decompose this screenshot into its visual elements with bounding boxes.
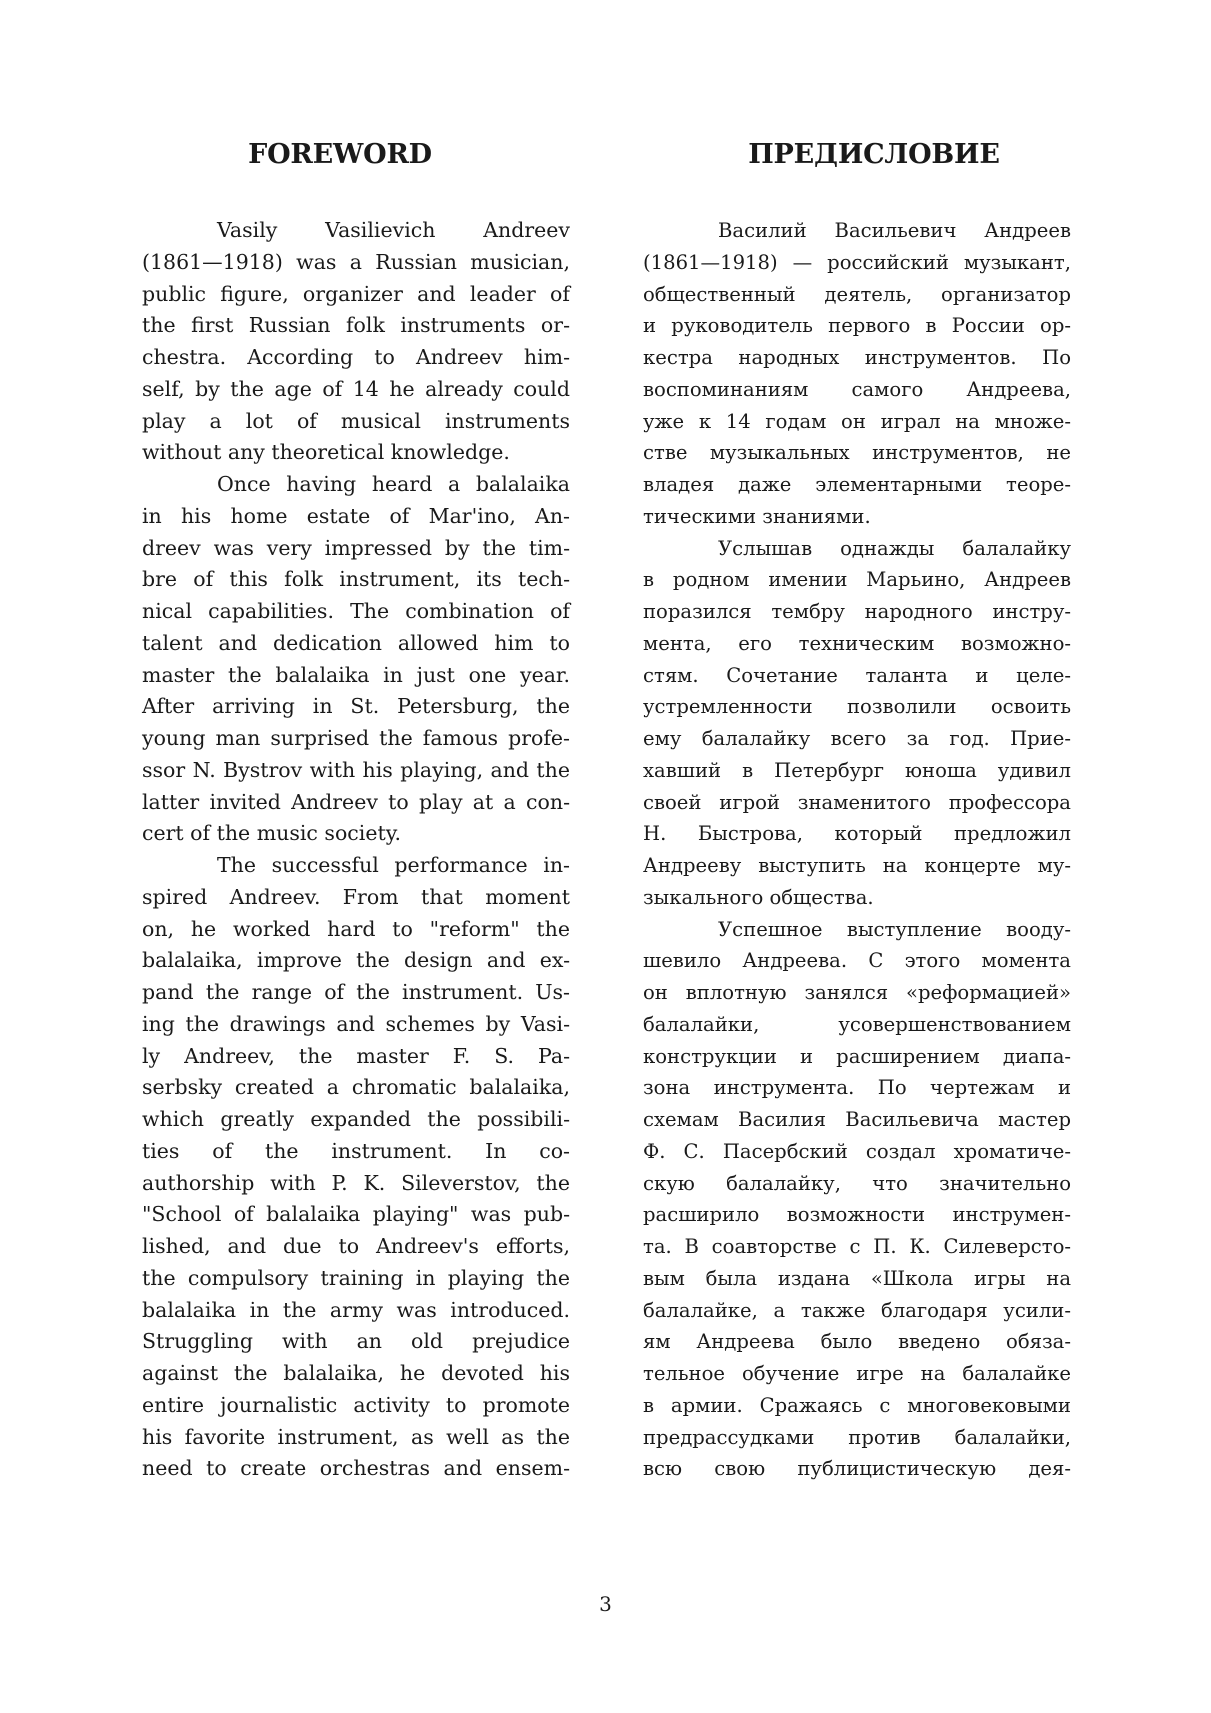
text-line: The successful performance in- [217,853,570,877]
text-line: владея даже элементарными теоре- [643,473,1071,496]
text-line: dreev was very impressed by the tim- [142,535,570,560]
text-line: стве музыкальных инструментов, не [643,441,1071,465]
text-line: without any theoretical knowledge. [142,440,510,465]
text-line: bre of this folk instrument, its tech- [142,567,570,592]
text-line: та. В соавторстве с П. К. Силеверсто- [643,1235,1071,1258]
text-line: latter invited Andreev to play at a con- [142,789,570,814]
text-line: уже к 14 годам он играл на множе- [643,409,1071,433]
text-line: nical capabilities. The combination of [142,599,570,623]
text-line: talent and dedication allowed him to [142,630,570,655]
text-line: chestra. According to Andreev him- [142,345,570,369]
text-line: он вплотную занялся «реформацией» [643,981,1071,1004]
text-line: need to create orchestras and ensem- [142,1456,570,1481]
text-line: ties of the instrument. In co- [142,1138,570,1163]
text-line: lished, and due to Andreev's efforts, [142,1234,570,1258]
text-line: balalaika, improve the design and ex- [142,948,570,973]
text-line: Vasily Vasilievich Andreev [217,218,570,242]
text-line: стям. Сочетание таланта и целе- [643,663,1071,687]
text-line: ям Андреева было введено обяза- [643,1330,1071,1354]
text-line: тельное обучение игре на балалайке [643,1362,1071,1385]
text-line: балалайки, усовершенствованием [643,1012,1071,1036]
text-line: схемам Василия Васильевича мастер [643,1108,1071,1131]
text-line: serbsky created a chromatic balalaika, [142,1075,570,1100]
text-line: воспоминаниям самого Андреева, [643,377,1071,401]
text-line: зыкального общества. [643,885,874,909]
text-line: public figure, organizer and leader of [142,281,570,306]
text-line: Андрееву выступить на концерте му- [643,854,1071,877]
text-line: расширило возможности инструмен- [643,1203,1071,1227]
text-line: зона инструмента. По чертежам и [643,1076,1071,1100]
text-line: мента, его техническим возможно- [643,631,1071,655]
text-line: (1861—1918) was a Russian musician, [142,249,570,274]
text-line: spired Andreev. From that moment [142,884,570,909]
text-line: ему балалайку всего за год. Прие- [643,727,1071,750]
text-line: the compulsory training in playing the [142,1265,570,1290]
text-line: Once having heard a balalaika [217,472,570,496]
text-line: хавший в Петербург юноша удивил [643,758,1071,782]
russian-heading: ПРЕДИСЛОВИЕ [748,139,1000,170]
text-line: against the balalaika, he devoted his [142,1361,570,1385]
text-line: pand the range of the instrument. Us- [142,980,570,1004]
text-line: authorship with P. K. Sileverstov, the [142,1170,570,1195]
text-line: After arriving in St. Petersburg, the [142,694,570,719]
text-line: ly Andreev, the master F. S. Pa- [142,1043,570,1068]
text-line: in his home estate of Mar'ino, An- [142,503,570,528]
text-line: тическими знаниями. [643,504,871,528]
text-line: конструкции и расширением диапа- [643,1044,1071,1068]
text-line: балалайке, а также благодаря усили- [643,1298,1071,1322]
text-line: self, by the age of 14 he already could [142,376,570,401]
text-line: вым была издана «Школа игры на [643,1266,1071,1290]
text-line: Успешное выступление вооду- [718,917,1071,941]
text-line: шевило Андреева. С этого момента [643,949,1071,973]
text-line: entire journalistic activity to promote [142,1392,570,1417]
text-line: play a lot of musical instruments [142,408,570,433]
english-body [142,215,570,1485]
text-line: поразился тембру народного инстру- [643,600,1071,623]
text-line: Н. Быстрова, который предложил [643,822,1071,846]
text-line: всю свою публицистическую дея- [643,1457,1071,1481]
text-line: и руководитель первого в России ор- [643,314,1071,338]
text-line: on, he worked hard to "reform" the [142,916,570,941]
text-line: устремленности позволили освоить [643,695,1071,719]
text-line: кестра народных инструментов. По [643,346,1071,369]
text-line: предрассудками против балалайки, [643,1425,1071,1449]
text-line: master the balalaika in just one year. [142,662,570,687]
text-line: своей игрой знаменитого профессора [643,790,1071,814]
english-heading: FOREWORD [248,139,432,170]
text-line: ssor N. Bystrov with his playing, and the [142,757,570,782]
text-line: общественный деятель, организатор [643,282,1071,306]
text-line: ing the drawings and schemes by Vasi- [142,1011,570,1036]
text-line: "School of balalaika playing" was pub- [142,1202,570,1227]
text-line: which greatly expanded the possibili- [142,1107,570,1131]
text-line: young man surprised the famous profe- [142,726,570,750]
text-line: Struggling with an old prejudice [142,1329,570,1354]
text-line: (1861—1918) — российский музыкант, [643,250,1071,274]
text-line: Ф. С. Пасербский создал хроматиче- [643,1139,1071,1163]
text-line: cert of the music society. [142,821,402,846]
text-line: Василий Васильевич Андреев [718,219,1071,242]
page-number: 3 [599,1592,612,1616]
russian-body [643,215,1071,1485]
text-line: в армии. Сражаясь с многовековыми [643,1393,1071,1417]
text-line: в родном имении Марьино, Андреев [643,568,1071,592]
text-line: balalaika in the army was introduced. [142,1297,570,1322]
text-line: скую балалайку, что значительно [643,1171,1071,1195]
text-line: the first Russian folk instruments or- [142,313,570,338]
text-line: Услышав однажды балалайку [718,536,1071,560]
text-line: his favorite instrument, as well as the [142,1424,570,1449]
